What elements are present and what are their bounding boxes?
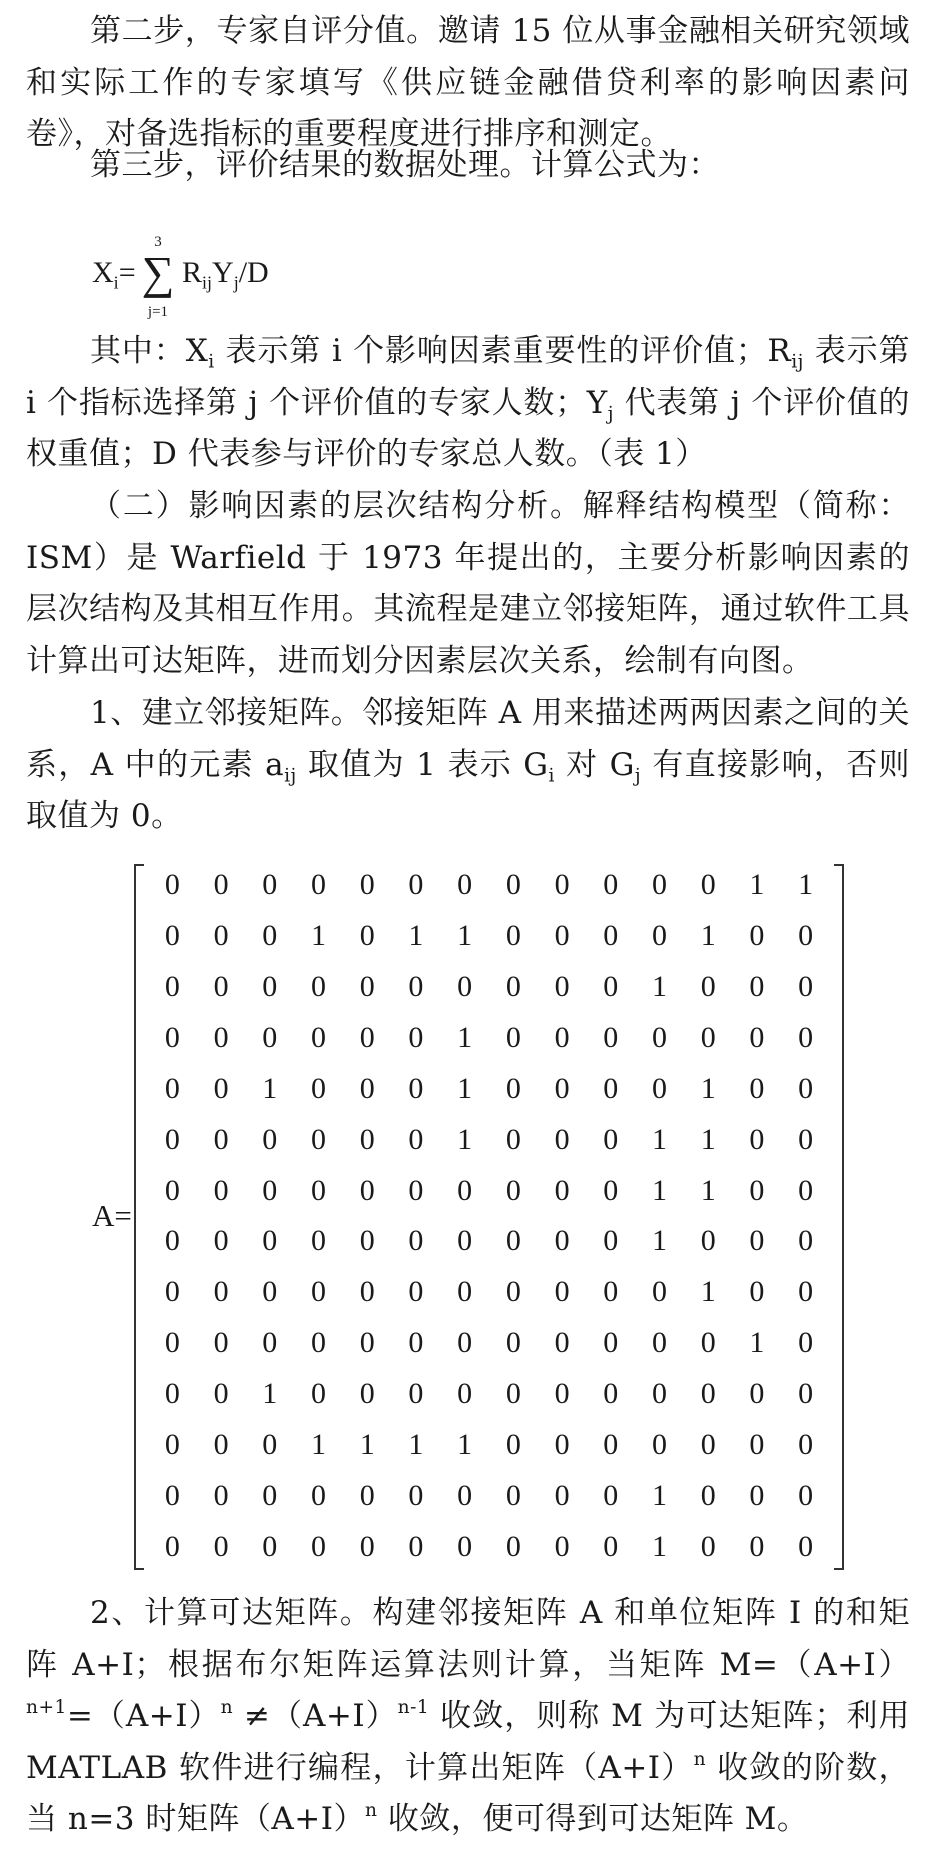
matrix-cell: 0 bbox=[408, 868, 424, 902]
reachability-sup-4: n bbox=[693, 1748, 707, 1770]
adjacency-sub-2: i bbox=[548, 765, 555, 786]
matrix-cell: 0 bbox=[408, 1020, 424, 1054]
matrix-cell: 0 bbox=[554, 1224, 570, 1258]
matrix-cell: 0 bbox=[408, 1275, 424, 1309]
matrix-cell: 0 bbox=[603, 1376, 619, 1410]
matrix-cell: 0 bbox=[457, 868, 473, 902]
matrix-cell: 0 bbox=[164, 970, 180, 1004]
matrix-cell: 0 bbox=[651, 919, 667, 953]
matrix-cell: 0 bbox=[798, 1478, 814, 1512]
matrix-cell: 0 bbox=[798, 1071, 814, 1105]
matrix-cell: 0 bbox=[262, 868, 278, 902]
matrix-cell: 0 bbox=[505, 919, 521, 953]
matrix-cell: 0 bbox=[603, 1529, 619, 1563]
matrix-cell: 0 bbox=[213, 1529, 229, 1563]
matrix-cell: 0 bbox=[408, 1376, 424, 1410]
matrix-cell: 0 bbox=[798, 1173, 814, 1207]
matrix-cell: 0 bbox=[505, 1376, 521, 1410]
matrix-cell: 0 bbox=[749, 1529, 765, 1563]
matrix-cell: 1 bbox=[457, 919, 473, 953]
definitions-sub-2: ij bbox=[791, 351, 804, 373]
matrix-cell: 1 bbox=[651, 1122, 667, 1156]
formula-equals: = bbox=[118, 256, 136, 289]
matrix-cell: 0 bbox=[310, 1071, 326, 1105]
matrix-cell: 1 bbox=[310, 1427, 326, 1461]
paragraph-reachability-matrix bbox=[26, 1588, 910, 1846]
matrix-cell: 0 bbox=[700, 1478, 716, 1512]
matrix-cell: 0 bbox=[213, 1427, 229, 1461]
adjacency-matrix-block bbox=[92, 860, 852, 1580]
matrix-cell: 0 bbox=[164, 919, 180, 953]
matrix-cell: 0 bbox=[408, 1478, 424, 1512]
matrix-cell: 0 bbox=[262, 1275, 278, 1309]
matrix-cell: 0 bbox=[554, 1275, 570, 1309]
matrix-cell: 0 bbox=[359, 1326, 375, 1360]
matrix-cell: 0 bbox=[164, 1326, 180, 1360]
matrix-cell: 0 bbox=[359, 1376, 375, 1410]
matrix-cell: 1 bbox=[700, 1122, 716, 1156]
matrix-cell: 0 bbox=[603, 970, 619, 1004]
paragraph-step-three-text: 第三步，评价结果的数据处理。计算公式为： bbox=[90, 147, 720, 183]
matrix-cell: 1 bbox=[700, 919, 716, 953]
matrix-cell: 0 bbox=[262, 919, 278, 953]
formula-tail: /D bbox=[238, 256, 269, 289]
matrix-cell: 0 bbox=[408, 970, 424, 1004]
adjacency-sub-3: j bbox=[634, 765, 642, 786]
reachability-text-3: ≠（A+I） bbox=[233, 1698, 398, 1734]
matrix-cell: 1 bbox=[651, 1173, 667, 1207]
matrix-cell: 0 bbox=[262, 1529, 278, 1563]
matrix-cell: 0 bbox=[798, 1122, 814, 1156]
matrix-cell: 1 bbox=[700, 1071, 716, 1105]
reachability-sup-2: n bbox=[220, 1696, 234, 1718]
matrix-cell: 0 bbox=[603, 1173, 619, 1207]
matrix-cell: 0 bbox=[359, 1478, 375, 1512]
matrix-cell: 1 bbox=[651, 970, 667, 1004]
matrix-cell: 1 bbox=[262, 1376, 278, 1410]
matrix-cell: 0 bbox=[457, 1478, 473, 1512]
matrix-cell: 0 bbox=[310, 868, 326, 902]
matrix-right-bracket bbox=[834, 864, 844, 1570]
matrix-cell: 0 bbox=[457, 1275, 473, 1309]
matrix-cell: 0 bbox=[749, 1173, 765, 1207]
matrix-cell: 0 bbox=[554, 1173, 570, 1207]
paragraph-adjacency-matrix bbox=[26, 688, 910, 843]
matrix-cell: 0 bbox=[164, 1071, 180, 1105]
matrix-cell: 0 bbox=[213, 1326, 229, 1360]
matrix-cell: 1 bbox=[700, 1173, 716, 1207]
matrix-cell: 0 bbox=[603, 1427, 619, 1461]
matrix-cell: 0 bbox=[798, 1326, 814, 1360]
matrix-cell: 0 bbox=[505, 970, 521, 1004]
reachability-text-4: 收敛，则称 M 为可达矩阵；利用 MATLAB 软件进行编程，计算出矩阵（A+I） bbox=[26, 1698, 910, 1786]
matrix-cell: 0 bbox=[700, 1224, 716, 1258]
matrix-cell: 1 bbox=[651, 1224, 667, 1258]
matrix-cell: 0 bbox=[749, 1478, 765, 1512]
matrix-cell: 1 bbox=[457, 1020, 473, 1054]
adjacency-text-4: 有直接影响，否则取值为 0。 bbox=[26, 746, 911, 834]
adjacency-text-3: 对 G bbox=[554, 746, 635, 783]
matrix-cell: 0 bbox=[359, 1020, 375, 1054]
matrix-cell: 0 bbox=[408, 1224, 424, 1258]
matrix-cell: 1 bbox=[408, 919, 424, 953]
paragraph-step-two bbox=[26, 6, 910, 161]
matrix-cell: 0 bbox=[749, 1376, 765, 1410]
matrix-cell: 0 bbox=[164, 1275, 180, 1309]
matrix-cell: 0 bbox=[700, 1326, 716, 1360]
matrix-cell: 0 bbox=[603, 1326, 619, 1360]
matrix-cell: 0 bbox=[700, 868, 716, 902]
matrix-cell: 0 bbox=[749, 1071, 765, 1105]
matrix-cell: 0 bbox=[262, 1224, 278, 1258]
adjacency-text-1: 1、建立邻接矩阵。邻接矩阵 A 用来描述两两因素之间的关系，A 中的元素 a bbox=[26, 695, 910, 783]
matrix-cell: 0 bbox=[798, 1224, 814, 1258]
matrix-cell: 1 bbox=[310, 919, 326, 953]
matrix-cell: 0 bbox=[457, 970, 473, 1004]
matrix-cell: 0 bbox=[505, 1224, 521, 1258]
matrix-cell: 0 bbox=[213, 1275, 229, 1309]
matrix-cell: 0 bbox=[164, 1478, 180, 1512]
matrix-cell: 0 bbox=[749, 1275, 765, 1309]
paragraph-step-three bbox=[26, 140, 910, 192]
matrix-cell: 0 bbox=[262, 1478, 278, 1512]
matrix-cell: 0 bbox=[262, 1173, 278, 1207]
matrix-cell: 0 bbox=[505, 1020, 521, 1054]
matrix-cell: 0 bbox=[651, 1020, 667, 1054]
matrix-cell: 1 bbox=[651, 1529, 667, 1563]
matrix-cell: 0 bbox=[651, 1275, 667, 1309]
matrix-cell: 1 bbox=[749, 868, 765, 902]
matrix-cell: 0 bbox=[359, 1122, 375, 1156]
matrix-cell: 1 bbox=[749, 1326, 765, 1360]
matrix-cell: 0 bbox=[213, 1376, 229, 1410]
definitions-text-2: 表示第 i 个影响因素重要性的评价值；R bbox=[214, 333, 792, 369]
matrix-cell: 0 bbox=[505, 1122, 521, 1156]
matrix-cell: 1 bbox=[798, 868, 814, 902]
matrix-cell: 0 bbox=[164, 868, 180, 902]
matrix-cell: 0 bbox=[213, 919, 229, 953]
matrix-cell: 0 bbox=[213, 1071, 229, 1105]
matrix-cell: 0 bbox=[213, 1122, 229, 1156]
matrix-cell: 0 bbox=[457, 1529, 473, 1563]
matrix-cell: 0 bbox=[213, 970, 229, 1004]
matrix-grid bbox=[148, 860, 830, 1572]
matrix-cell: 0 bbox=[262, 1020, 278, 1054]
matrix-cell: 0 bbox=[213, 1020, 229, 1054]
matrix-cell: 0 bbox=[310, 1173, 326, 1207]
matrix-cell: 1 bbox=[359, 1427, 375, 1461]
matrix-cell: 0 bbox=[164, 1376, 180, 1410]
matrix-cell: 0 bbox=[505, 868, 521, 902]
matrix-cell: 0 bbox=[554, 1020, 570, 1054]
paragraph-ism-analysis bbox=[26, 481, 910, 687]
matrix-cell: 0 bbox=[359, 1071, 375, 1105]
matrix-cell: 0 bbox=[164, 1529, 180, 1563]
matrix-cell: 0 bbox=[359, 1275, 375, 1309]
adjacency-matrix bbox=[134, 860, 844, 1572]
formula-lhs-sub: i bbox=[113, 272, 119, 293]
matrix-cell: 0 bbox=[359, 970, 375, 1004]
matrix-cell: 0 bbox=[310, 1122, 326, 1156]
matrix-cell: 0 bbox=[164, 1122, 180, 1156]
matrix-cell: 0 bbox=[603, 1071, 619, 1105]
matrix-cell: 0 bbox=[651, 1326, 667, 1360]
reachability-sup-5: n bbox=[364, 1799, 378, 1821]
matrix-cell: 0 bbox=[603, 1224, 619, 1258]
matrix-cell: 0 bbox=[164, 1173, 180, 1207]
matrix-cell: 0 bbox=[798, 1427, 814, 1461]
matrix-cell: 0 bbox=[554, 868, 570, 902]
summation-symbol: ∑ bbox=[141, 247, 175, 298]
matrix-cell: 0 bbox=[798, 1376, 814, 1410]
matrix-cell: 0 bbox=[603, 1122, 619, 1156]
matrix-cell: 0 bbox=[505, 1275, 521, 1309]
matrix-cell: 0 bbox=[262, 1326, 278, 1360]
definitions-sub-1: i bbox=[208, 351, 215, 373]
matrix-cell: 0 bbox=[359, 1529, 375, 1563]
matrix-cell: 1 bbox=[700, 1275, 716, 1309]
definitions-text-3: 表示第 i 个指标选择第 j 个评价值的专家人数；Y bbox=[26, 333, 910, 421]
adjacency-sub-1: ij bbox=[284, 765, 297, 786]
reachability-sup-1: n+1 bbox=[26, 1696, 67, 1718]
matrix-cell: 0 bbox=[798, 919, 814, 953]
matrix-cell: 0 bbox=[554, 1326, 570, 1360]
matrix-cell: 0 bbox=[749, 1224, 765, 1258]
matrix-cell: 0 bbox=[798, 970, 814, 1004]
paragraph-definitions bbox=[26, 326, 910, 481]
matrix-cell: 0 bbox=[164, 1224, 180, 1258]
formula-lhs bbox=[92, 256, 136, 293]
reachability-text-6: 收敛，便可得到可达矩阵 M。 bbox=[377, 1801, 809, 1837]
matrix-cell: 0 bbox=[213, 1224, 229, 1258]
matrix-cell: 1 bbox=[262, 1071, 278, 1105]
formula-y-sub: j bbox=[233, 272, 239, 293]
matrix-cell: 0 bbox=[310, 1224, 326, 1258]
matrix-cell: 0 bbox=[603, 919, 619, 953]
matrix-cell: 0 bbox=[700, 1529, 716, 1563]
matrix-cell: 0 bbox=[554, 1478, 570, 1512]
matrix-cell: 0 bbox=[164, 1020, 180, 1054]
matrix-left-bracket bbox=[134, 864, 144, 1570]
matrix-cell: 0 bbox=[359, 919, 375, 953]
summation-lower-limit: j=1 bbox=[147, 304, 169, 320]
matrix-cell: 0 bbox=[310, 1020, 326, 1054]
matrix-cell: 0 bbox=[213, 868, 229, 902]
matrix-cell: 0 bbox=[408, 1071, 424, 1105]
matrix-cell: 0 bbox=[408, 1173, 424, 1207]
reachability-sup-3: n-1 bbox=[397, 1696, 430, 1718]
matrix-cell: 0 bbox=[603, 1020, 619, 1054]
formula-rhs bbox=[182, 256, 269, 293]
matrix-cell: 1 bbox=[457, 1071, 473, 1105]
matrix-cell: 0 bbox=[310, 970, 326, 1004]
matrix-cell: 0 bbox=[554, 1529, 570, 1563]
matrix-cell: 0 bbox=[505, 1529, 521, 1563]
formula-y: Y bbox=[212, 256, 234, 289]
reachability-text-2: =（A+I） bbox=[66, 1698, 221, 1734]
matrix-cell: 0 bbox=[749, 1020, 765, 1054]
matrix-cell: 0 bbox=[554, 1122, 570, 1156]
matrix-cell: 0 bbox=[603, 1478, 619, 1512]
matrix-cell: 0 bbox=[457, 1326, 473, 1360]
matrix-cell: 0 bbox=[651, 1071, 667, 1105]
matrix-cell: 0 bbox=[262, 1122, 278, 1156]
matrix-cell: 0 bbox=[749, 1427, 765, 1461]
matrix-cell: 0 bbox=[554, 1427, 570, 1461]
definitions-text-4: 代表第 j 个评价值的权重值；D 代表参与评价的专家总人数。（表 1） bbox=[26, 384, 910, 472]
matrix-cell: 0 bbox=[554, 1376, 570, 1410]
matrix-cell: 0 bbox=[798, 1529, 814, 1563]
definitions-sub-3: j bbox=[607, 403, 614, 424]
matrix-cell: 0 bbox=[603, 868, 619, 902]
matrix-cell: 0 bbox=[554, 970, 570, 1004]
matrix-cell: 0 bbox=[408, 1122, 424, 1156]
matrix-cell: 0 bbox=[359, 1173, 375, 1207]
matrix-cell: 0 bbox=[457, 1173, 473, 1207]
paragraph-ism-analysis-text: （二）影响因素的层次结构分析。解释结构模型（简称：ISM）是 Warfield 于 1973 年提出的，主要分析影响因素的层次结构及其相互作用。其流程是建立邻接矩阵，通过软件工具计算出可达矩阵，进而划分因素层次关系，绘制有向图。 bbox=[26, 488, 910, 679]
matrix-cell: 0 bbox=[651, 868, 667, 902]
matrix-cell: 1 bbox=[651, 1478, 667, 1512]
matrix-cell: 0 bbox=[505, 1071, 521, 1105]
matrix-cell: 0 bbox=[457, 1224, 473, 1258]
matrix-cell: 0 bbox=[603, 1275, 619, 1309]
matrix-cell: 0 bbox=[505, 1326, 521, 1360]
matrix-cell: 0 bbox=[700, 970, 716, 1004]
matrix-cell: 1 bbox=[408, 1427, 424, 1461]
formula-lhs-var: X bbox=[92, 256, 114, 289]
matrix-cell: 0 bbox=[505, 1173, 521, 1207]
matrix-cell: 0 bbox=[310, 1376, 326, 1410]
matrix-cell: 0 bbox=[651, 1376, 667, 1410]
matrix-cell: 0 bbox=[554, 1071, 570, 1105]
matrix-cell: 0 bbox=[700, 1020, 716, 1054]
matrix-cell: 0 bbox=[798, 1020, 814, 1054]
matrix-cell: 0 bbox=[262, 970, 278, 1004]
matrix-cell: 0 bbox=[164, 1427, 180, 1461]
matrix-label: A= bbox=[92, 1198, 132, 1233]
matrix-cell: 0 bbox=[505, 1427, 521, 1461]
paragraph-step-two-text: 第二步，专家自评分值。邀请 15 位从事金融相关研究领域和实际工作的专家填写《供应链金融借贷利率的影响因素问卷》，对备选指标的重要程度进行排序和测定。 bbox=[26, 13, 910, 152]
matrix-cell: 0 bbox=[310, 1275, 326, 1309]
matrix-cell: 0 bbox=[749, 970, 765, 1004]
matrix-cell: 0 bbox=[700, 1376, 716, 1410]
matrix-cell: 0 bbox=[749, 919, 765, 953]
definitions-text-1: 其中：X bbox=[90, 333, 209, 369]
matrix-cell: 0 bbox=[262, 1427, 278, 1461]
matrix-cell: 0 bbox=[310, 1529, 326, 1563]
matrix-cell: 0 bbox=[359, 868, 375, 902]
reachability-text-1: 2、计算可达矩阵。构建邻接矩阵 A 和单位矩阵 I 的和矩阵 A+I；根据布尔矩阵运算法则计算，当矩阵 M=（A+I） bbox=[26, 1595, 910, 1683]
matrix-cell: 0 bbox=[700, 1427, 716, 1461]
matrix-cell: 0 bbox=[359, 1224, 375, 1258]
matrix-cell: 0 bbox=[651, 1427, 667, 1461]
summation-upper-limit: 3 bbox=[154, 234, 162, 250]
adjacency-text-2: 取值为 1 表示 G bbox=[296, 746, 549, 783]
matrix-cell: 0 bbox=[310, 1326, 326, 1360]
matrix-cell: 0 bbox=[213, 1173, 229, 1207]
matrix-cell: 1 bbox=[457, 1427, 473, 1461]
matrix-cell: 0 bbox=[213, 1478, 229, 1512]
matrix-cell: 0 bbox=[310, 1478, 326, 1512]
matrix-cell: 0 bbox=[798, 1275, 814, 1309]
matrix-cell: 0 bbox=[408, 1529, 424, 1563]
matrix-cell: 0 bbox=[408, 1326, 424, 1360]
reachability-text-5: 收敛的阶数，当 n=3 时矩阵（A+I） bbox=[26, 1749, 911, 1837]
matrix-cell: 0 bbox=[554, 919, 570, 953]
matrix-cell: 0 bbox=[749, 1122, 765, 1156]
formula-r-sub: ij bbox=[202, 272, 213, 293]
matrix-cell: 0 bbox=[457, 1376, 473, 1410]
matrix-cell: 0 bbox=[505, 1478, 521, 1512]
formula-r: R bbox=[182, 256, 203, 289]
matrix-cell: 1 bbox=[457, 1122, 473, 1156]
